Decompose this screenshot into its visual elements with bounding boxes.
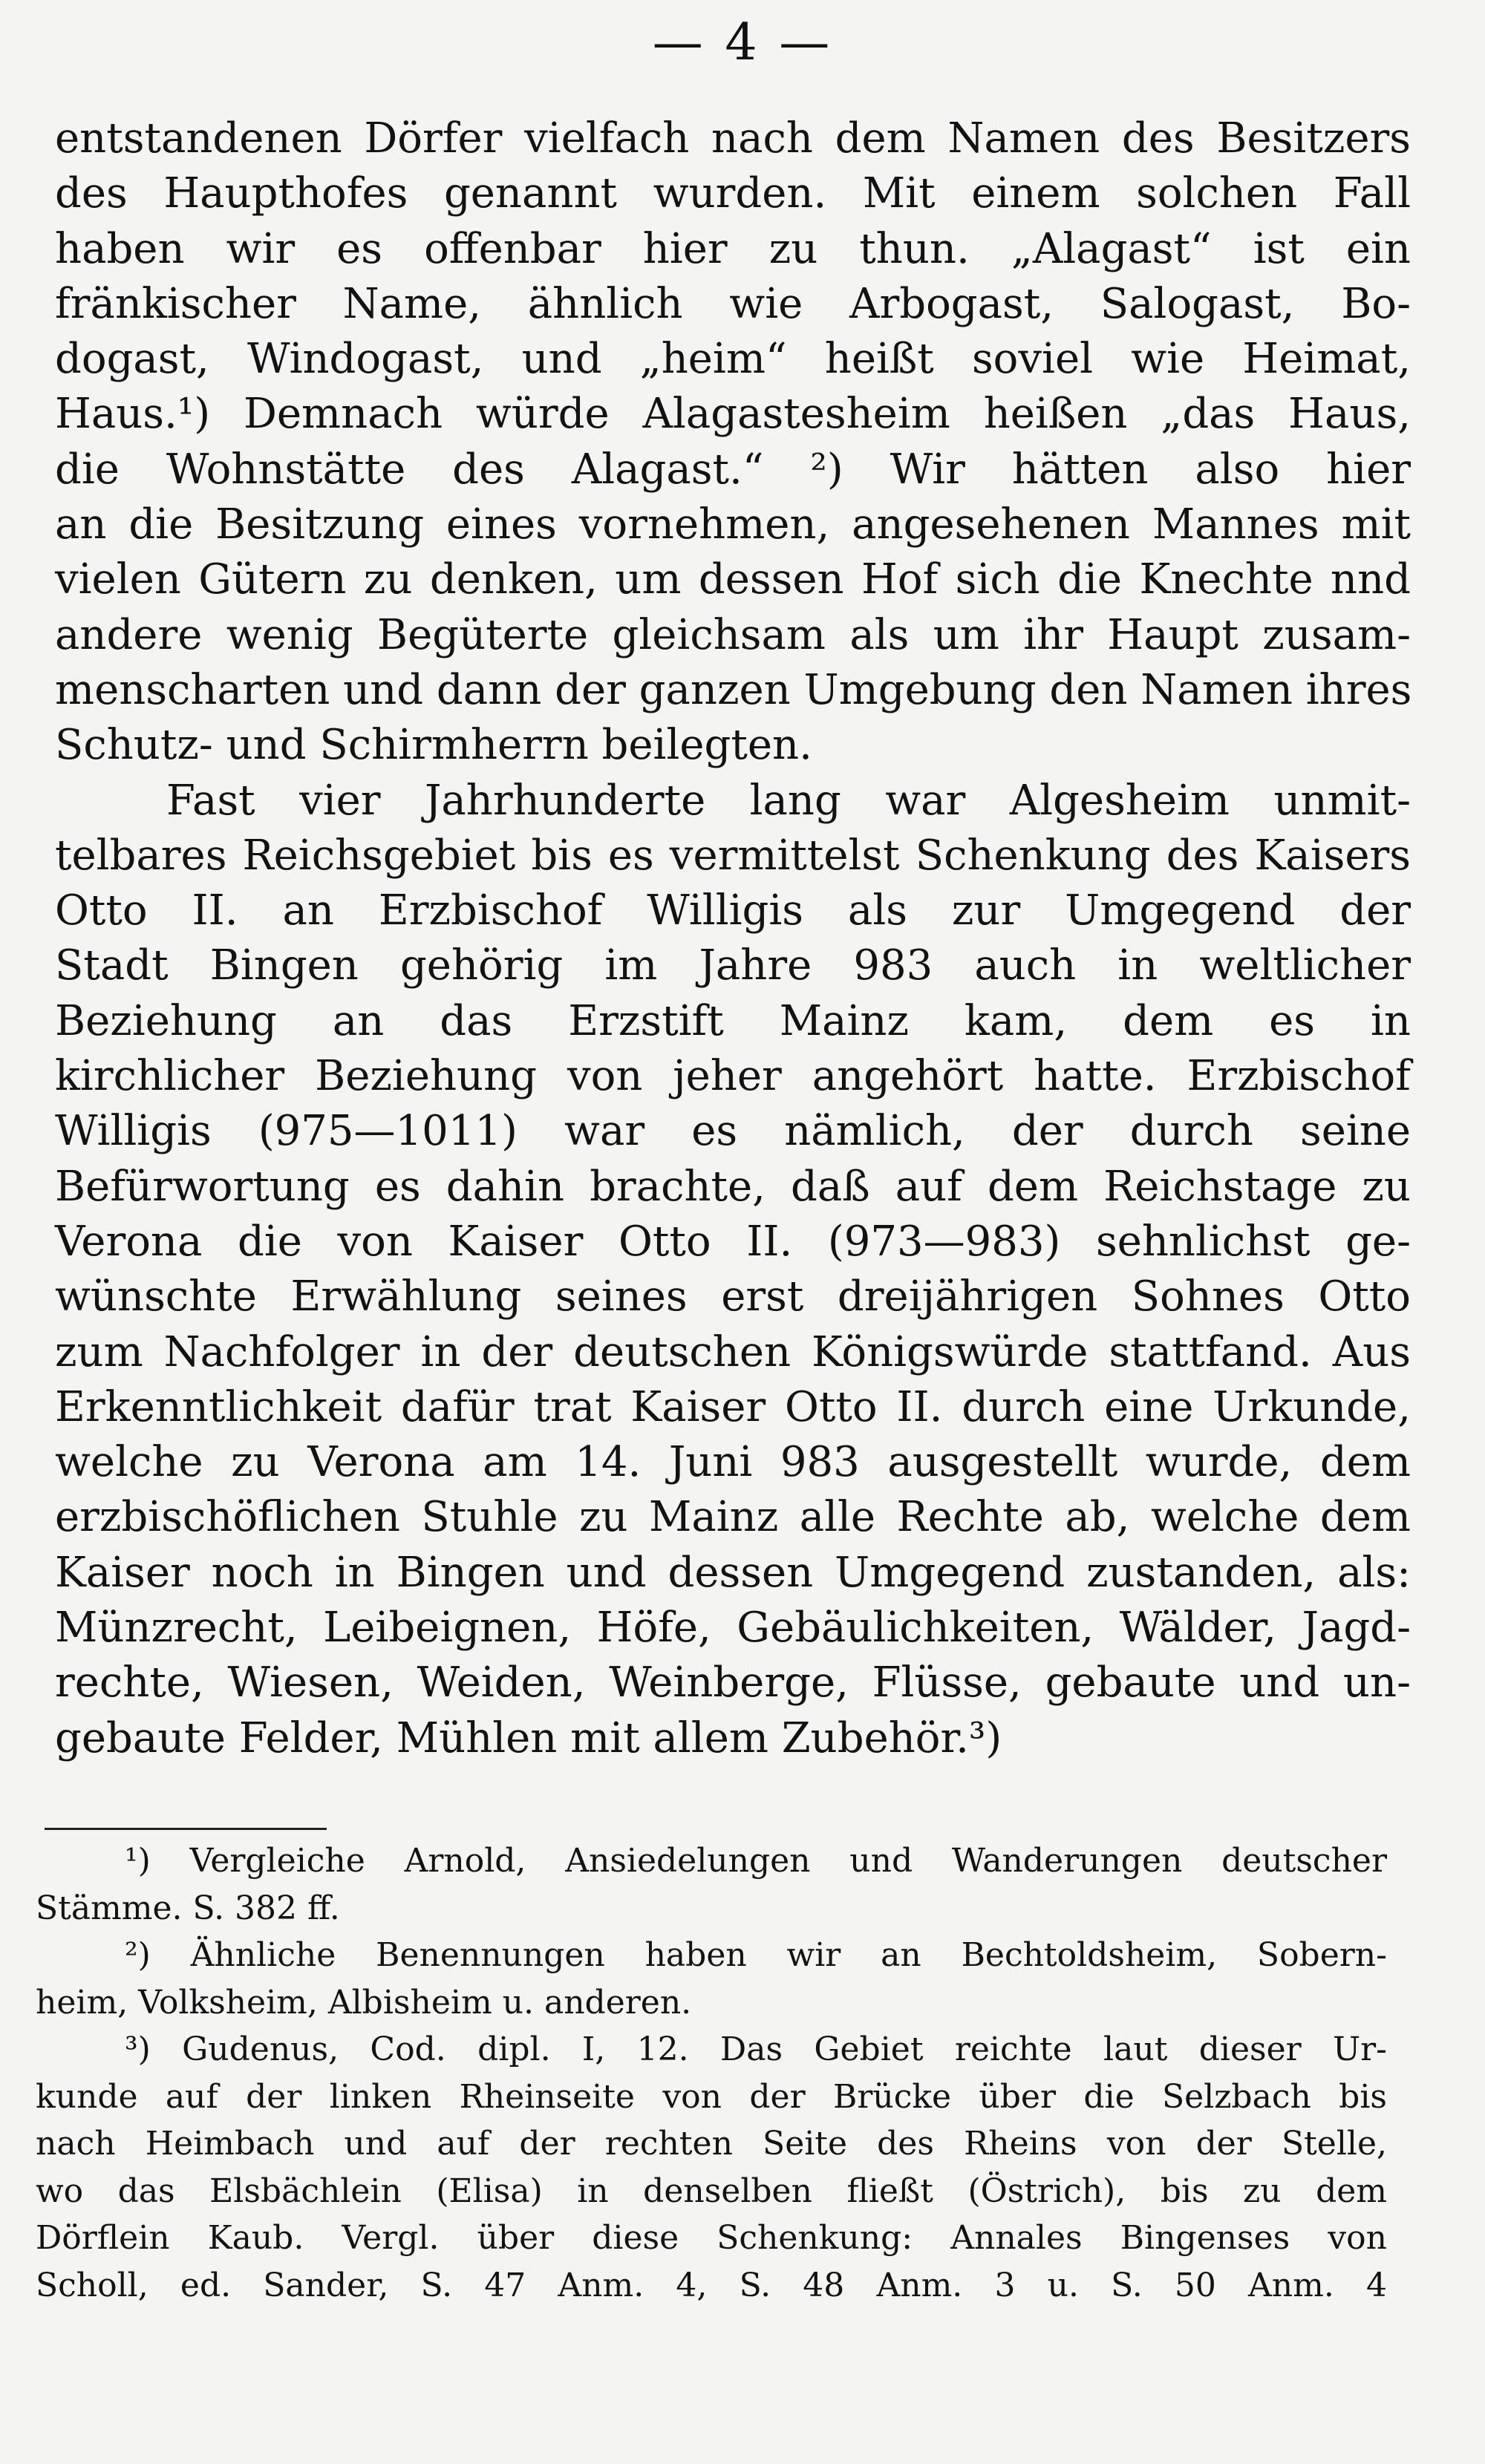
text-line: menscharten und dann der ganzen Umgebung den Namen ihres xyxy=(55,665,1412,714)
text-line: an die Besitzung eines vornehmen, angesehenen Mannes mit xyxy=(55,500,1411,549)
footnotes xyxy=(36,1837,1387,2309)
text-line: Otto II. an Erzbischof Willigis als zur Umgegend der xyxy=(55,886,1411,935)
footnote-3-line: Dörflein Kaub. Vergl. über diese Schenkung: Annales Bingenses von xyxy=(36,2219,1387,2257)
text-line: entstandenen Dörfer vielfach nach dem Namen des Besitzers xyxy=(55,114,1411,163)
text-line: wünschte Erwählung seines erst dreijährigen Sohnes Otto xyxy=(55,1272,1411,1321)
text-line: Kaiser noch in Bingen und dessen Umgegend zustanden, als: xyxy=(55,1548,1411,1597)
footnote-divider xyxy=(45,1828,327,1830)
footnote-2-line: heim, Volksheim, Albisheim u. anderen. xyxy=(36,1983,692,2022)
page-number: — 4 — xyxy=(652,13,833,72)
footnote-3-line: nach Heimbach und auf der rechten Seite des Rheins von der Stelle, xyxy=(36,2125,1387,2163)
text-line: fränkischer Name, ähnlich wie Arbogast, Salogast, Bo- xyxy=(55,279,1411,328)
text-line: Erkenntlichkeit dafür trat Kaiser Otto II. durch eine Urkunde, xyxy=(55,1382,1411,1431)
paragraph-first-line: Fast vier Jahrhunderte lang war Algesheim unmit- xyxy=(166,776,1411,825)
text-line: Haus.¹) Demnach würde Alagastesheim heißen „das Haus, xyxy=(55,390,1411,439)
text-line: des Haupthofes genannt wurden. Mit einem solchen Fall xyxy=(55,169,1411,218)
text-line: Befürwortung es dahin brachte, daß auf dem Reichstage zu xyxy=(55,1162,1411,1211)
footnote-3-line: Scholl, ed. Sander, S. 47 Anm. 4, S. 48 Anm. 3 u. S. 50 Anm. 4 xyxy=(36,2266,1387,2304)
paragraph-end-line: Schutz- und Schirmherrn beilegten. xyxy=(55,721,812,770)
text-line: Beziehung an das Erzstift Mainz kam, dem es in xyxy=(55,996,1411,1045)
text-line: vielen Gütern zu denken, um dessen Hof sich die Knechte nnd xyxy=(55,555,1411,604)
text-line: rechte, Wiesen, Weiden, Weinberge, Flüsse, gebaute und un- xyxy=(55,1659,1411,1708)
text-line: welche zu Verona am 14. Juni 983 ausgestellt wurde, dem xyxy=(55,1438,1411,1487)
text-line: Verona die von Kaiser Otto II. (973—983) sehnlichst ge- xyxy=(55,1217,1411,1266)
footnote-1-line: ¹) Vergleiche Arnold, Ansiedelungen und Wanderungen deutscher xyxy=(125,1842,1387,1880)
text-line: andere wenig Begüterte gleichsam als um ihr Haupt zusam- xyxy=(55,610,1411,659)
footnote-2-line: ²) Ähnliche Benennungen haben wir an Bechtoldsheim, Sobern- xyxy=(125,1936,1387,1974)
text-line: Münzrecht, Leibeignen, Höfe, Gebäulichkeiten, Wälder, Jagd- xyxy=(55,1604,1411,1653)
text-line: Willigis (975—1011) war es nämlich, der durch seine xyxy=(55,1107,1411,1156)
text-line: telbares Reichsgebiet bis es vermittelst Schenkung des Kaisers xyxy=(55,831,1411,880)
footnote-3-line: ³) Gudenus, Cod. dipl. I, 12. Das Gebiet reichte laut dieser Ur- xyxy=(125,2030,1387,2068)
paragraph-end-line: gebaute Felder, Mühlen mit allem Zubehör.³) xyxy=(55,1713,1002,1762)
footnote-3-line: wo das Elsbächlein (Elisa) in denselben fließt (Östrich), bis zu dem xyxy=(36,2171,1387,2210)
text-line: haben wir es offenbar hier zu thun. „Alagast“ ist ein xyxy=(55,224,1411,273)
footnote-3-line: kunde auf der linken Rheinseite von der Brücke über die Selzbach bis xyxy=(36,2077,1387,2116)
text-line: zum Nachfolger in der deutschen Königswürde stattfand. Aus xyxy=(55,1327,1411,1376)
footnote-1-line: Stämme. S. 382 ff. xyxy=(36,1889,340,1927)
text-line: kirchlicher Beziehung von jeher angehört hatte. Erzbischof xyxy=(55,1052,1411,1101)
text-line: Stadt Bingen gehörig im Jahre 983 auch in weltlicher xyxy=(55,941,1411,990)
text-line: dogast, Windogast, und „heim“ heißt soviel wie Heimat, xyxy=(55,335,1411,384)
body-text xyxy=(55,111,1411,1766)
text-line: die Wohnstätte des Alagast.“ ²) Wir hätten also hier xyxy=(55,445,1411,494)
text-line: erzbischöflichen Stuhle zu Mainz alle Rechte ab, welche dem xyxy=(55,1493,1411,1542)
